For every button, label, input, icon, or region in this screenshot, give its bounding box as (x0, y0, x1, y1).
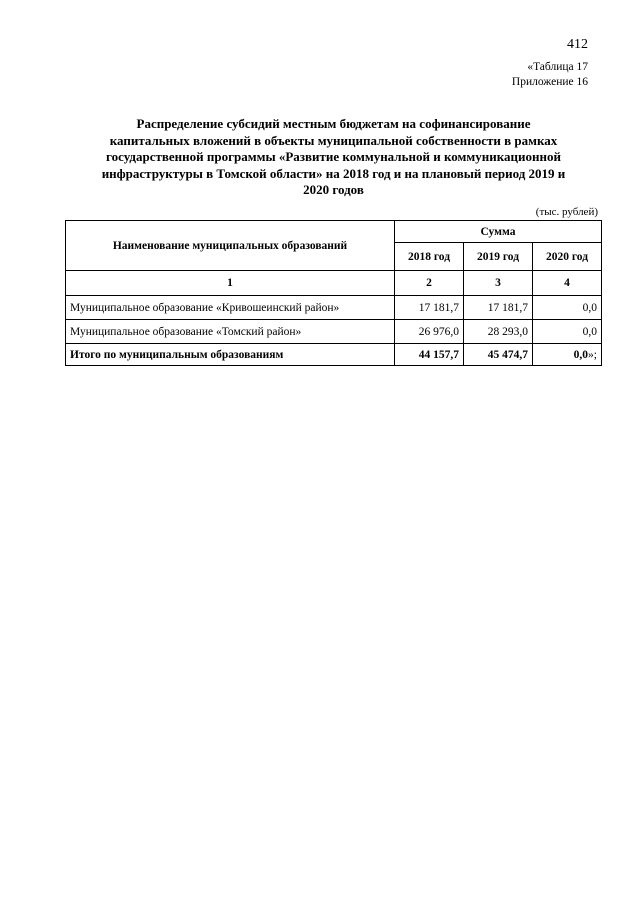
column-number: 3 (464, 271, 533, 296)
total-2020-value: 0,0 (573, 348, 589, 361)
column-number: 1 (66, 271, 395, 296)
column-number: 4 (533, 271, 602, 296)
header-year-2020: 2020 год (533, 243, 602, 271)
value-2018: 26 976,0 (395, 320, 464, 344)
total-2018: 44 157,7 (395, 344, 464, 366)
header-year-2019: 2019 год (464, 243, 533, 271)
header-year-2018: 2018 год (395, 243, 464, 271)
units-note: (тыс. рублей) (535, 206, 598, 218)
page-number: 412 (567, 37, 588, 52)
total-2019: 45 474,7 (464, 344, 533, 366)
column-number: 2 (395, 271, 464, 296)
value-2019: 28 293,0 (464, 320, 533, 344)
municipality-name: Муниципальное образование «Томский район» (66, 320, 395, 344)
value-2020: 0,0 (533, 320, 602, 344)
title-line: Распределение субсидий местным бюджетам на софинансирование (136, 116, 531, 131)
header-name-cell: Наименование муниципальных образований (66, 221, 395, 271)
table-reference (512, 60, 588, 90)
total-2020-suffix: »; (588, 348, 597, 361)
table-label: «Таблица 17 (527, 61, 588, 73)
table-row (66, 296, 602, 320)
subsidy-table (65, 220, 602, 366)
municipality-name: Муниципальное образование «Кривошеинский район» (66, 296, 395, 320)
document-title (70, 116, 597, 199)
header-sum-cell: Сумма (395, 221, 602, 243)
table-row (66, 320, 602, 344)
title-line: капитальных вложений в объекты муниципальной собственности в рамках (109, 132, 558, 148)
title-line: 2020 годов (303, 182, 364, 197)
title-line: инфраструктуры в Томской области» на 2018 год и на плановый период 2019 и (101, 165, 566, 181)
column-numbers-row (66, 271, 602, 296)
total-label: Итого по муниципальным образованиям (66, 344, 395, 366)
title-line: государственной программы «Развитие коммунальной и коммуникационной (106, 149, 561, 164)
value-2019: 17 181,7 (464, 296, 533, 320)
value-2018: 17 181,7 (395, 296, 464, 320)
total-row (66, 344, 602, 366)
value-2020: 0,0 (533, 296, 602, 320)
header-row (66, 221, 602, 243)
appendix-label: Приложение 16 (511, 76, 588, 88)
total-2020 (533, 344, 602, 366)
